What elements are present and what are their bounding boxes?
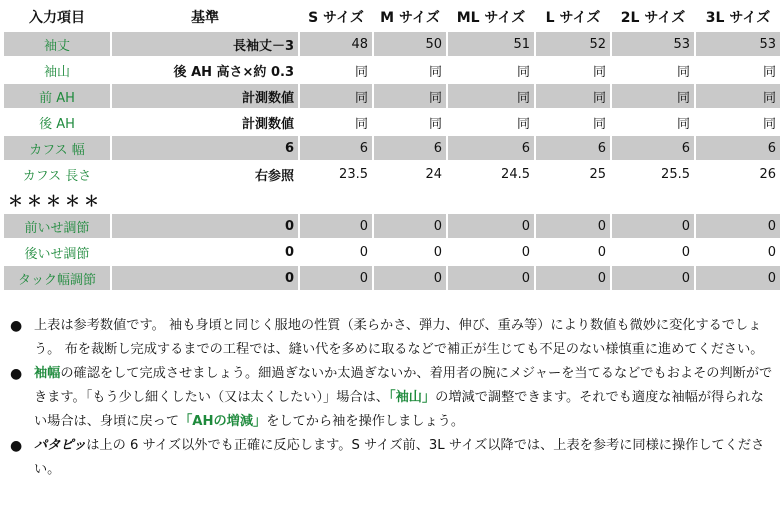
cell-value: 50: [374, 32, 446, 56]
size-table: [2, 2, 780, 292]
row-label: タック幅調節: [4, 266, 110, 290]
note-text: 上表は参考数値です。 袖も身頃と同じく服地の性質（柔らかさ、弾力、伸び、重み等）により数値も微妙に変化するでしょう。 布を裁断し完成するまでの工程では、縫い代を多めに取るなどで補正が生じても不足のない様慎重に進めてください。: [34, 318, 764, 357]
cell-value: 0: [536, 266, 610, 290]
row-standard: 0: [112, 266, 298, 290]
bullet-icon: ●: [10, 438, 23, 454]
cell-value: 48: [300, 32, 372, 56]
cell-value: 同: [536, 58, 610, 82]
table-row: [4, 162, 780, 186]
row-label: 前 AH: [4, 84, 110, 108]
row-standard: 後 AH 高さ×約 0.3: [112, 58, 298, 82]
cell-value: 6: [374, 136, 446, 160]
cell-value: 0: [612, 214, 694, 238]
header-standard: 基準: [112, 4, 298, 30]
cell-value: 同: [300, 110, 372, 134]
cell-value: 24: [374, 162, 446, 186]
row-standard: 計測数値: [112, 84, 298, 108]
table-row: [4, 240, 780, 264]
header-size-m: M サイズ: [374, 4, 446, 30]
cell-value: 同: [696, 58, 780, 82]
header-size-ml: ML サイズ: [448, 4, 534, 30]
table-row: [4, 58, 780, 82]
table-row: [4, 32, 780, 56]
cell-value: 6: [612, 136, 694, 160]
note-item: [6, 362, 776, 434]
cell-value: 0: [300, 266, 372, 290]
cell-value: 0: [696, 266, 780, 290]
row-standard: 右参照: [112, 162, 298, 186]
cell-value: 0: [536, 214, 610, 238]
header-size-s: S サイズ: [300, 4, 372, 30]
keyword-sleeve-width: 袖幅: [34, 366, 61, 381]
cell-value: 同: [374, 110, 446, 134]
cell-value: 25.5: [612, 162, 694, 186]
row-standard: 6: [112, 136, 298, 160]
cell-value: 同: [536, 110, 610, 134]
note-text: をしてから袖を操作しましょう。: [266, 414, 465, 429]
bullet-icon: ●: [10, 366, 23, 382]
cell-value: 6: [448, 136, 534, 160]
header-size-l: L サイズ: [536, 4, 610, 30]
cell-value: 同: [300, 58, 372, 82]
cell-value: 0: [448, 240, 534, 264]
cell-value: 0: [612, 266, 694, 290]
row-standard: 計測数値: [112, 110, 298, 134]
cell-value: 同: [448, 84, 534, 108]
row-standard: 0: [112, 214, 298, 238]
header-input-item: 入力項目: [4, 4, 110, 30]
cell-value: 同: [374, 84, 446, 108]
cell-value: 0: [374, 240, 446, 264]
cell-value: 25: [536, 162, 610, 186]
cell-value: 52: [536, 32, 610, 56]
cell-value: 6: [536, 136, 610, 160]
bullet-icon: ●: [10, 318, 23, 334]
cell-value: 同: [612, 84, 694, 108]
table-row: [4, 84, 780, 108]
header-size-2l: 2L サイズ: [612, 4, 694, 30]
note-item: [6, 434, 776, 482]
note-text: の増減で調整できます。それでも適度な袖幅が得られない場合は、身頃に戻って: [34, 390, 764, 429]
cell-value: 6: [300, 136, 372, 160]
row-label: カフス 幅: [4, 136, 110, 160]
cell-value: 0: [300, 240, 372, 264]
header-row: [4, 4, 780, 30]
row-label: 後 AH: [4, 110, 110, 134]
cell-value: 同: [300, 84, 372, 108]
cell-value: 0: [374, 214, 446, 238]
cell-value: 同: [612, 58, 694, 82]
separator-row: [4, 188, 780, 212]
cell-value: 同: [448, 58, 534, 82]
cell-value: 0: [696, 214, 780, 238]
cell-value: 同: [374, 58, 446, 82]
cell-value: 0: [612, 240, 694, 264]
row-label: 後いせ調節: [4, 240, 110, 264]
cell-value: 同: [696, 110, 780, 134]
row-standard: 長袖丈－3: [112, 32, 298, 56]
cell-value: 0: [300, 214, 372, 238]
notes-section: [6, 314, 776, 482]
row-label: 袖山: [4, 58, 110, 82]
separator-stars: ＊＊＊＊＊: [4, 188, 780, 212]
cell-value: 26: [696, 162, 780, 186]
row-standard: 0: [112, 240, 298, 264]
table-row: [4, 214, 780, 238]
table-row: [4, 110, 780, 134]
note-item: [6, 314, 776, 362]
note-text: は上の 6 サイズ以外でも正確に反応します。S サイズ前、3L サイズ以降では、上表を参考に同様に操作してください。: [34, 438, 765, 477]
cell-value: 53: [612, 32, 694, 56]
cell-value: 同: [612, 110, 694, 134]
cell-value: 6: [696, 136, 780, 160]
row-label: カフス 長さ: [4, 162, 110, 186]
keyword-ah-adjust: 「AHの増減」: [179, 414, 267, 429]
cell-value: 0: [374, 266, 446, 290]
row-label: 袖丈: [4, 32, 110, 56]
cell-value: 0: [448, 266, 534, 290]
cell-value: 0: [536, 240, 610, 264]
header-size-3l: 3L サイズ: [696, 4, 780, 30]
table-row: [4, 136, 780, 160]
cell-value: 同: [536, 84, 610, 108]
cell-value: 53: [696, 32, 780, 56]
keyword-sleeve-cap: 「袖山」: [389, 390, 436, 405]
cell-value: 0: [448, 214, 534, 238]
note-text: の確認をして完成させましょう。細過ぎないか太過ぎないか、着用者の腕にメジャーを当てるなどでもおよその判断ができます。「もう少し細くしたい（又は太くしたい）」場合は、: [34, 366, 773, 405]
row-label: 前いせ調節: [4, 214, 110, 238]
cell-value: 同: [448, 110, 534, 134]
cell-value: 同: [696, 84, 780, 108]
brand-name: パタピッ: [34, 438, 87, 453]
table-row: [4, 266, 780, 290]
cell-value: 23.5: [300, 162, 372, 186]
cell-value: 51: [448, 32, 534, 56]
cell-value: 0: [696, 240, 780, 264]
cell-value: 24.5: [448, 162, 534, 186]
